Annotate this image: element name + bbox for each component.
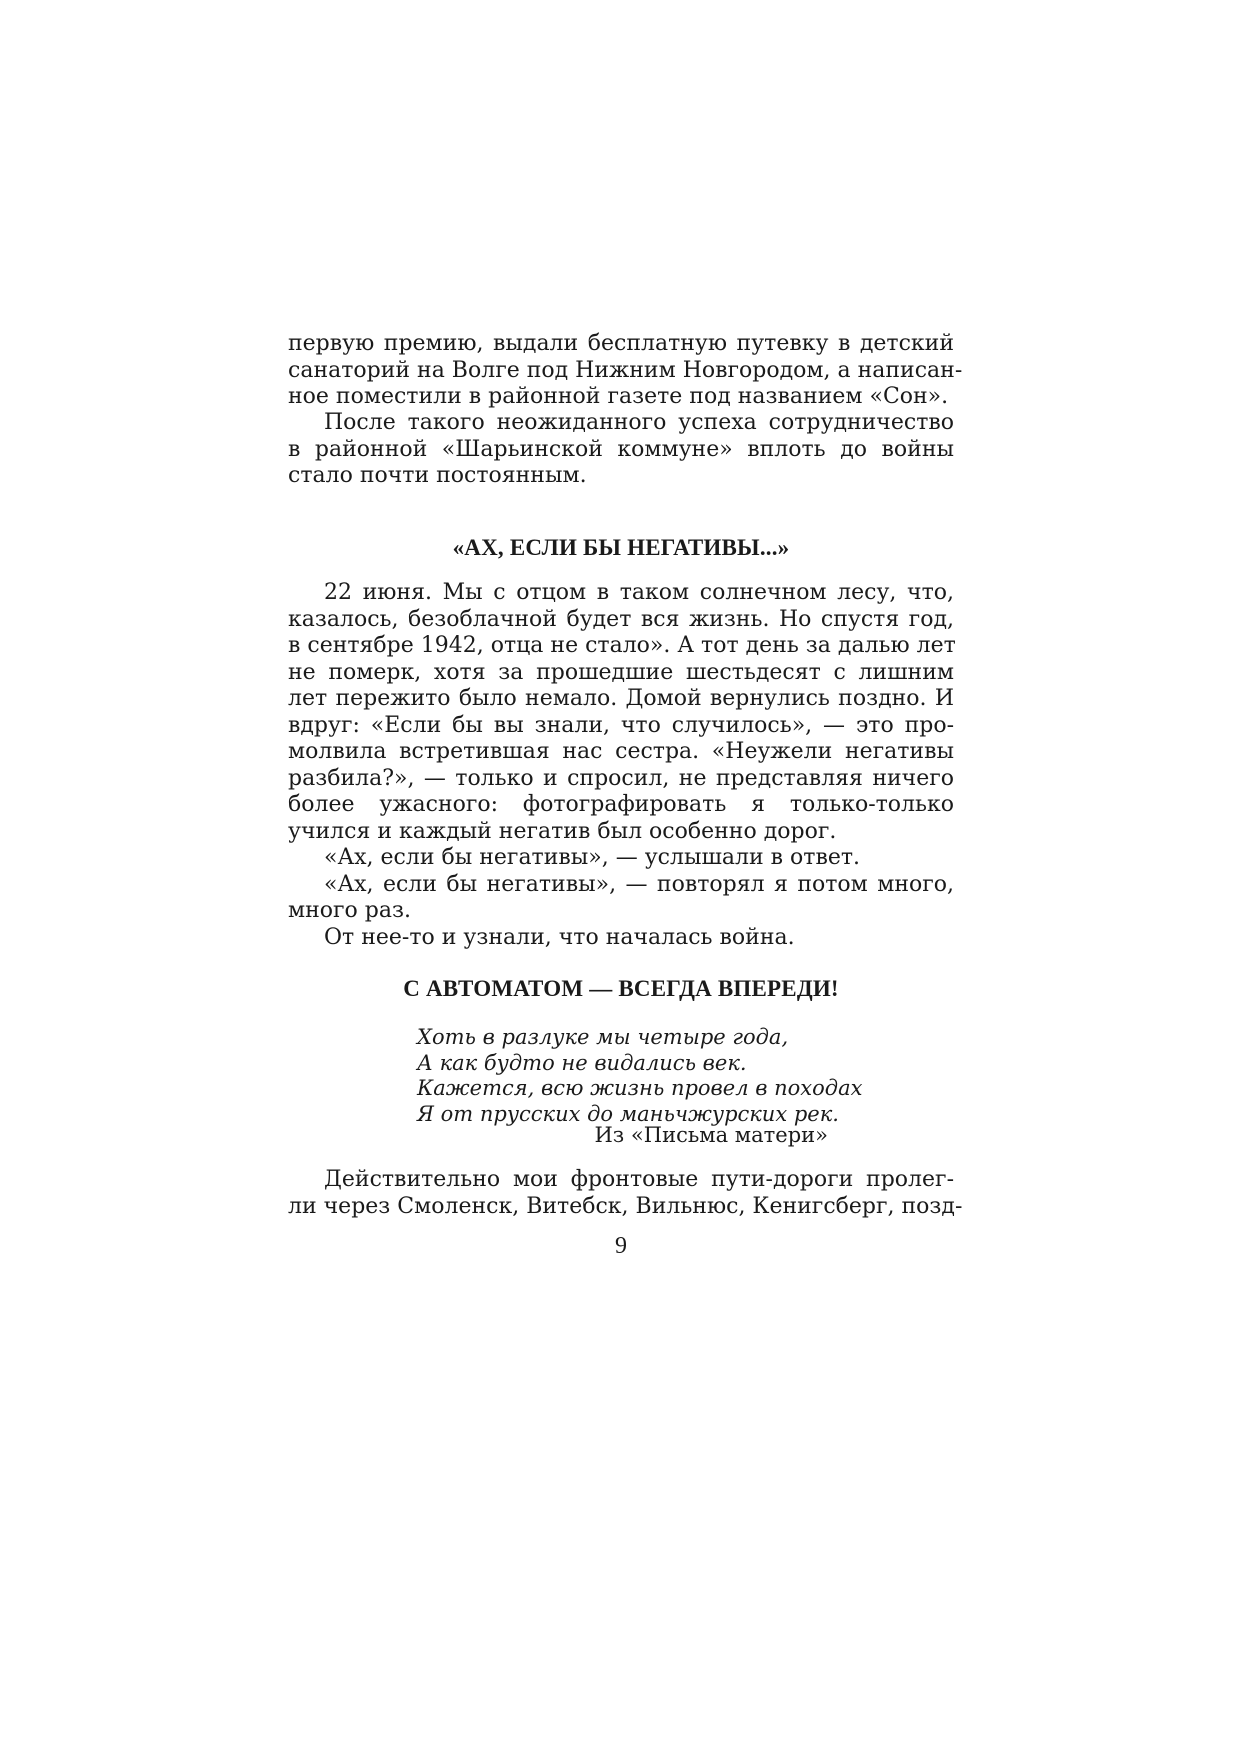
text-line: После такого неожиданного успеха сотрудничество: [324, 410, 954, 435]
text-line: разбила?», — только и спросил, не представляя ничего: [288, 765, 954, 791]
poem-line: Хоть в разлуке мы четыре года,: [417, 1025, 789, 1049]
text-line: более ужасного: фотографировать я только-только: [288, 792, 954, 817]
text-line: От нее-то и узнали, что началась война.: [324, 924, 795, 950]
text-line: санаторий на Волге под Нижним Новгородом, а написан-: [288, 357, 963, 383]
text-line: не померк, хотя за прошедшие шестьдесят с лишним: [288, 659, 954, 685]
text-line: 22 июня. Мы с отцом в таком солнечном лесу, что,: [324, 580, 954, 605]
text-line: вдруг: «Если бы вы знали, что случилось», — это про-: [288, 712, 954, 738]
epigraph-poem: [417, 1025, 887, 1127]
text-line: Действительно мои фронтовые пути-дороги пролег-: [324, 1167, 954, 1192]
page-number: 9: [615, 1233, 627, 1259]
text-line: «Ах, если бы негативы», — повторял я потом много,: [324, 871, 954, 897]
text-line: молвила встретившая нас сестра. «Неужели негативы: [288, 739, 954, 764]
text-line: много раз.: [288, 898, 411, 923]
poem-line: Я от прусских до маньчжурских рек.: [417, 1101, 839, 1126]
text-line: в районной «Шарьинской коммуне» вплоть до войны: [288, 436, 954, 462]
section-heading: С АВТОМАТОМ — ВСЕГДА ВПЕРЕДИ!: [403, 976, 839, 1001]
second-paragraph: [288, 410, 954, 490]
text-line: «Ах, если бы негативы», — услышали в ответ.: [324, 845, 861, 870]
poem-line: Кажется, всю жизнь провел в походах: [417, 1076, 863, 1100]
text-line: ное поместили в районной газете под названием «Сон».: [288, 384, 949, 409]
text-line: казалось, безоблачной будет вся жизнь. Но спустя год,: [288, 606, 954, 632]
text-line: учился и каждый негатив был особенно дорог.: [288, 818, 837, 844]
epigraph-attribution: Из «Письма матери»: [594, 1123, 828, 1147]
text-line: стало почти постоянным.: [288, 463, 587, 488]
section-heading: «АХ, ЕСЛИ БЫ НЕГАТИВЫ...»: [452, 535, 790, 560]
text-line: в сентябре 1942, отца не стало». А тот день за далью лет: [288, 633, 956, 658]
section1-paragraph: [288, 580, 954, 951]
text-line: ли через Смоленск, Витебск, Вильнюс, Кенигсберг, позд-: [288, 1193, 963, 1219]
opening-paragraph: [288, 331, 963, 411]
text-line: первую премию, выдали бесплатную путевку в детский: [288, 331, 954, 356]
poem-line: А как будто не видались век.: [417, 1050, 747, 1075]
text-line: лет пережито было немало. Домой вернулись поздно. И: [288, 686, 954, 711]
section2-paragraph: [288, 1167, 963, 1220]
